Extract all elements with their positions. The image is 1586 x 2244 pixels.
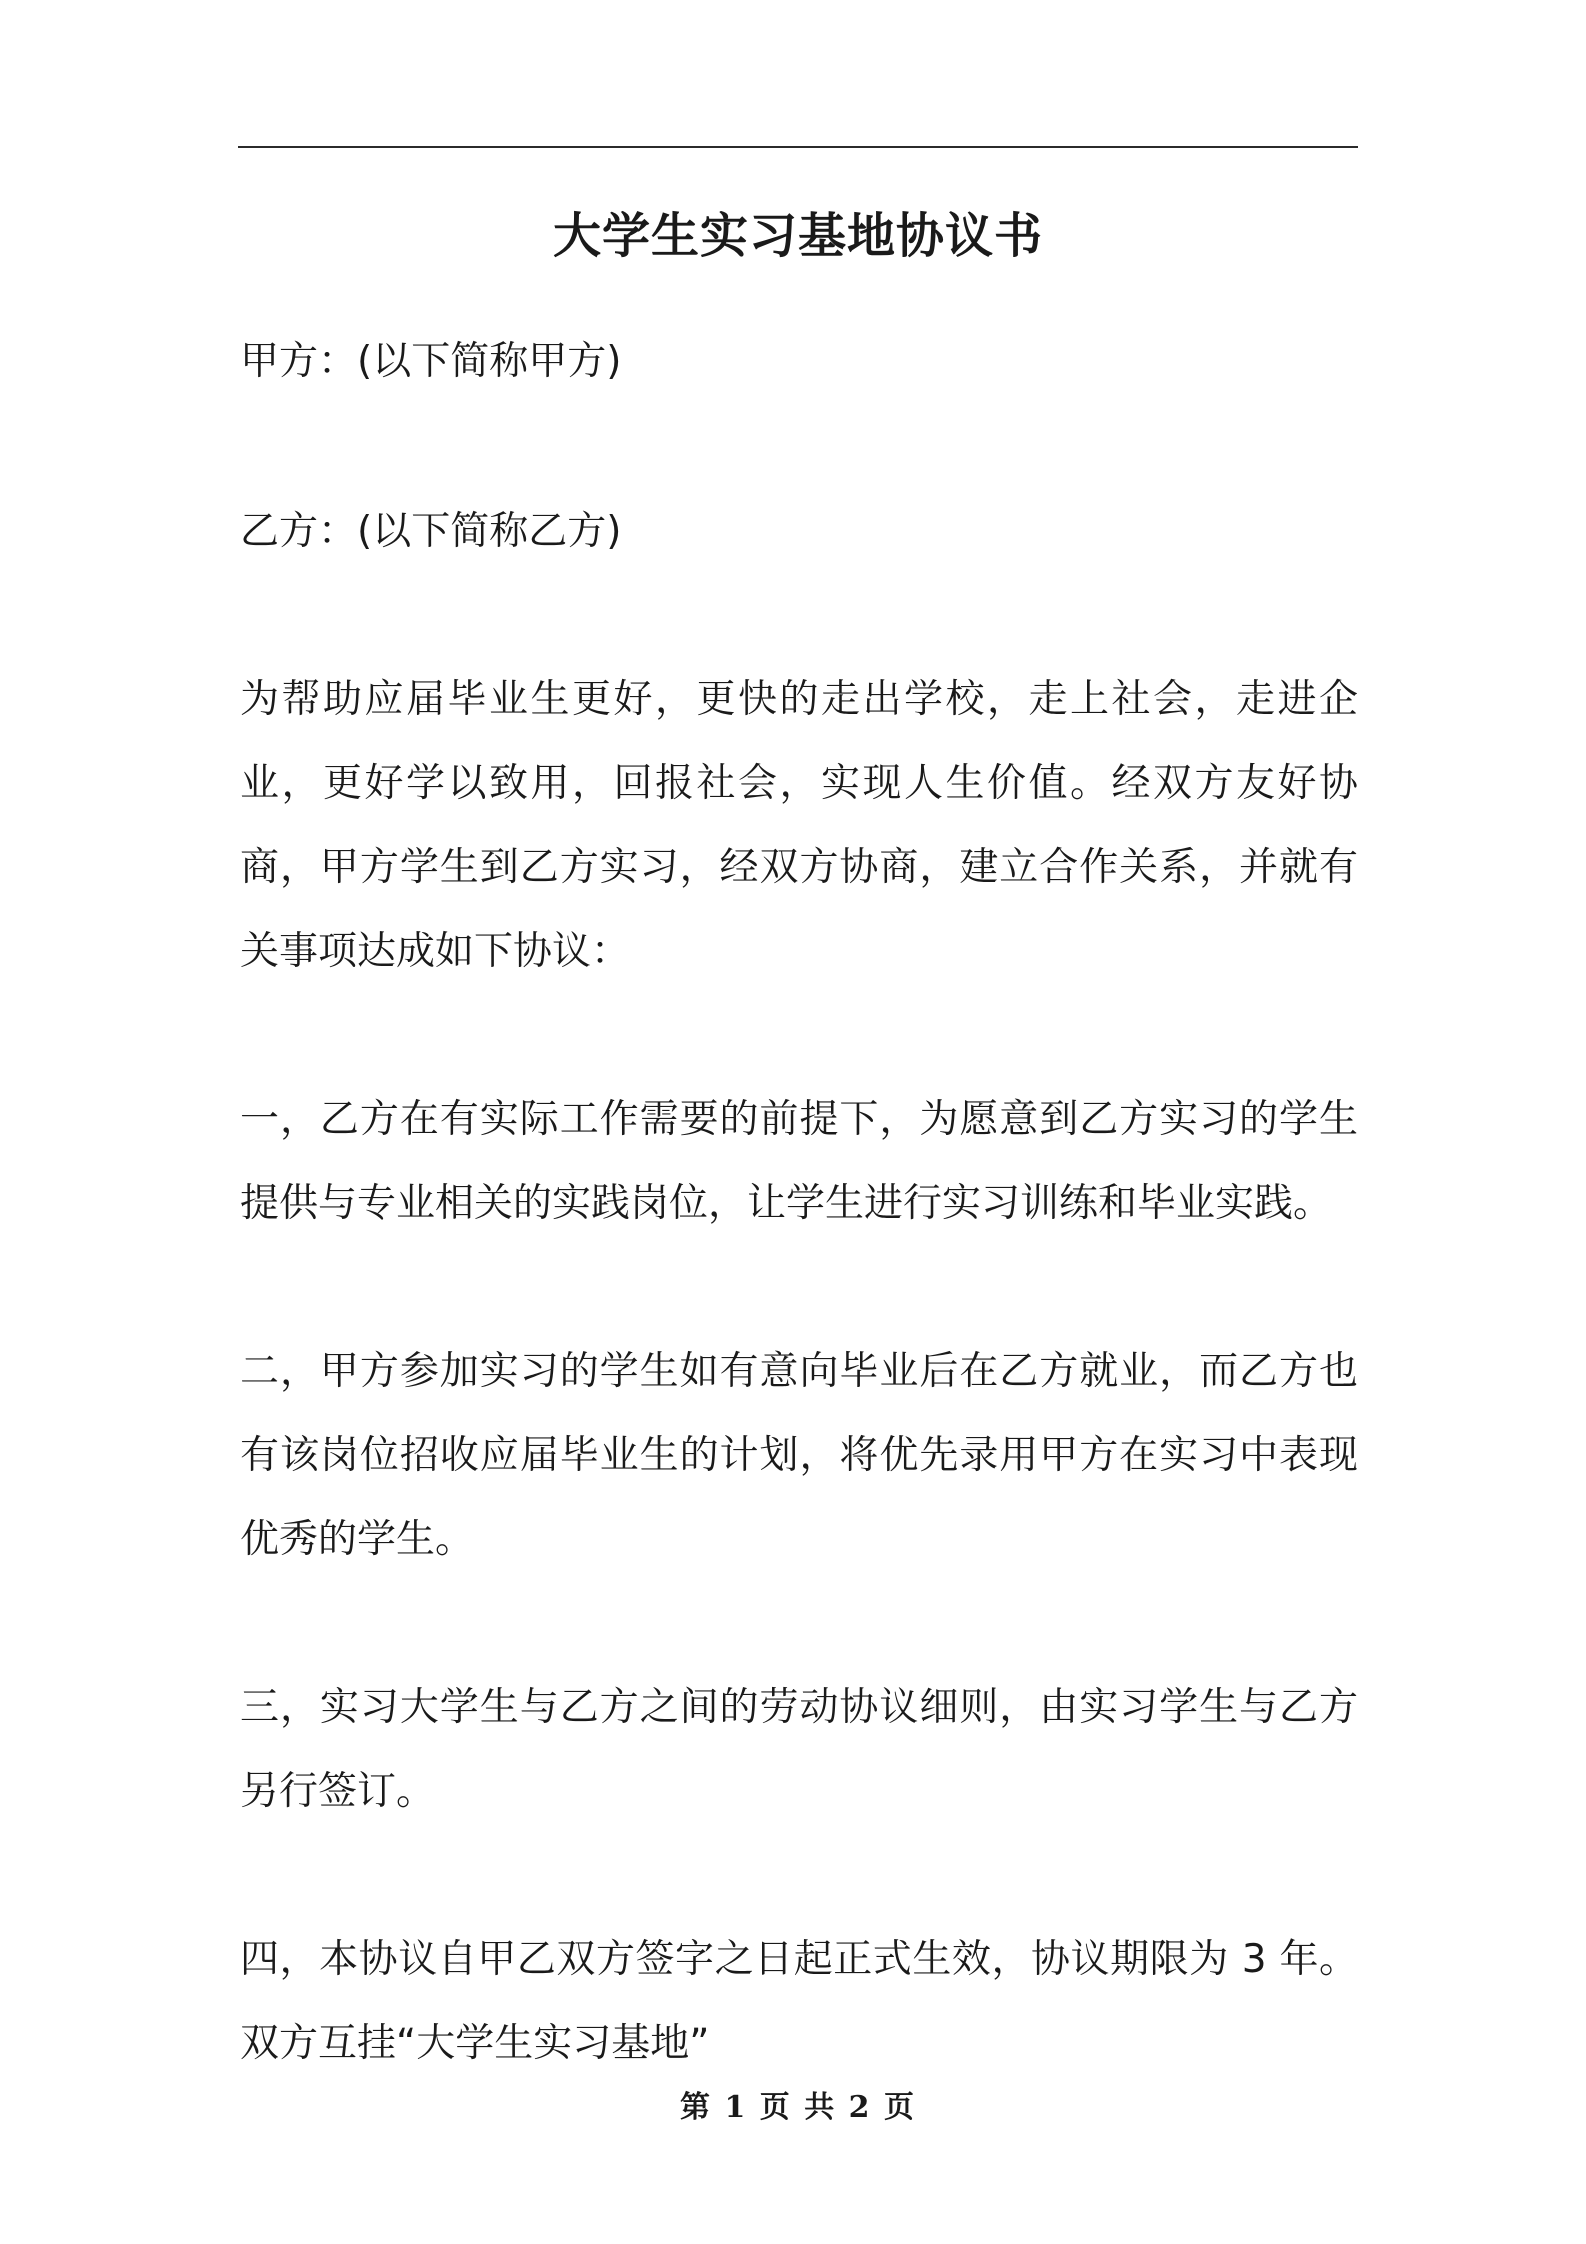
document-title: 大学生实习基地协议书	[552, 208, 1043, 264]
header-rule	[238, 146, 1358, 148]
clause-1: 一，乙方在有实际工作需要的前提下，为愿意到乙方实习的学生提供与专业相关的实践岗位，让学生进行实习训练和毕业实践。	[240, 1097, 1358, 1226]
clause-4: 四，本协议自甲乙双方签字之日起正式生效，协议期限为 3 年。双方互挂“大学生实习基地”	[240, 1937, 1358, 2066]
party-a-line: 甲方：(以下简称甲方)	[240, 339, 622, 384]
party-b-line: 乙方：(以下简称乙方)	[240, 509, 622, 554]
clause-2: 二，甲方参加实习的学生如有意向毕业后在乙方就业，而乙方也有该岗位招收应届毕业生的计划，将优先录用甲方在实习中表现优秀的学生。	[240, 1349, 1358, 1562]
clause-3: 三，实习大学生与乙方之间的劳动协议细则，由实习学生与乙方另行签订。	[240, 1685, 1358, 1814]
page-number-footer: 第 1 页 共 2 页	[680, 2090, 916, 2125]
intro-paragraph: 为帮助应届毕业生更好，更快的走出学校，走上社会，走进企业，更好学以致用，回报社会，实现人生价值。经双方友好协商，甲方学生到乙方实习，经双方协商，建立合作关系，并就有关事项达成如下协议：	[240, 677, 1358, 974]
